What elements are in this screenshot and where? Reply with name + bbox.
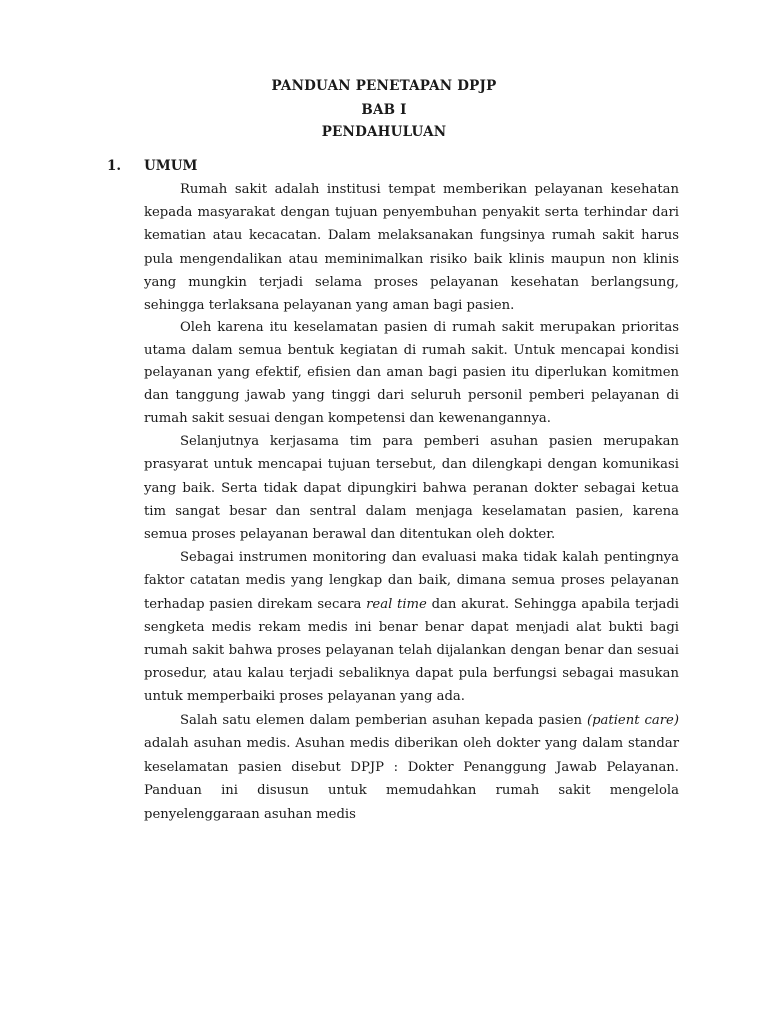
paragraph-4-italic: real time [366, 596, 427, 612]
paragraph-5-text-after: adalah asuhan medis. Asuhan medis diberikan oleh dokter yang dalam standar keselamatan pasien disebut DPJP : Dokter Penanggung Jawab Pelayanan. Panduan ini disusun untuk memudahkan rumah sakit mengelola penyelenggaraan asuhan medis [144, 736, 679, 822]
chapter-number: BAB I [361, 102, 407, 118]
paragraph-3: Selanjutnya kerjasama tim para pemberi asuhan pasien merupakan prasyarat untuk mencapai tujuan tersebut, dan dilengkapi dengan komunikasi yang baik. Serta tidak dapat dipungkiri bahwa peranan dokter sebagai ketua tim sangat besar dan sentral dalam menjaga keselamatan pasien, karena semua proses pelayanan berawal dan ditentukan oleh dokter. [144, 434, 679, 542]
chapter-title: PENDAHULUAN [321, 124, 447, 140]
paragraph-5 [144, 709, 679, 827]
section-title: UMUM [144, 158, 198, 174]
section-body [144, 178, 679, 827]
paragraph-2: Oleh karena itu keselamatan pasien di rumah sakit merupakan prioritas utama dalam semua bentuk kegiatan di rumah sakit. Untuk mencapai kondisi pelayanan yang efektif, efisien dan aman bagi pasien itu diperlukan komitmen dan tanggung jawab yang tinggi dari seluruh personil pemberi pelayanan di rumah sakit sesuai dengan kompetensi dan kewenangannya. [144, 320, 679, 426]
paragraph-1: Rumah sakit adalah institusi tempat memberikan pelayanan kesehatan kepada masyarakat dengan tujuan penyembuhan penyakit serta terhindar dari kematian atau kecacatan. Dalam melaksanakan fungsinya rumah sakit harus pula mengendalikan atau meminimalkan risiko baik klinis maupun non klinis yang mungkin terjadi selama proses pelayanan kesehatan berlangsung, sehingga terlaksana pelayanan yang aman bagi pasien. [144, 182, 679, 314]
section-number: 1. [107, 158, 122, 174]
paragraph-5-text-before: Salah satu elemen dalam pemberian asuhan kepada pasien [180, 712, 587, 728]
paragraph-5-italic: (patient care) [586, 712, 679, 728]
paragraph-4-text-before: Sebagai instrumen monitoring dan evaluasi maka tidak kalah pentingnya faktor catatan medis yang lengkap dan baik, dimana semua proses pelayanan terhadap pasien direkam secara [144, 550, 679, 612]
paragraph-4 [144, 546, 679, 708]
paragraph-4-text-after: dan akurat. Sehingga apabila terjadi sengketa medis rekam medis ini benar benar dapat menjadi alat bukti bagi rumah sakit bahwa proses pelayanan telah dijalankan dengan benar dan sesuai prosedur, atau kalau terjadi sebaliknya dapat pula berfungsi sebagai masukan untuk memperbaiki proses pelayanan yang ada. [144, 596, 679, 705]
document-title: PANDUAN PENETAPAN DPJP [271, 78, 497, 94]
